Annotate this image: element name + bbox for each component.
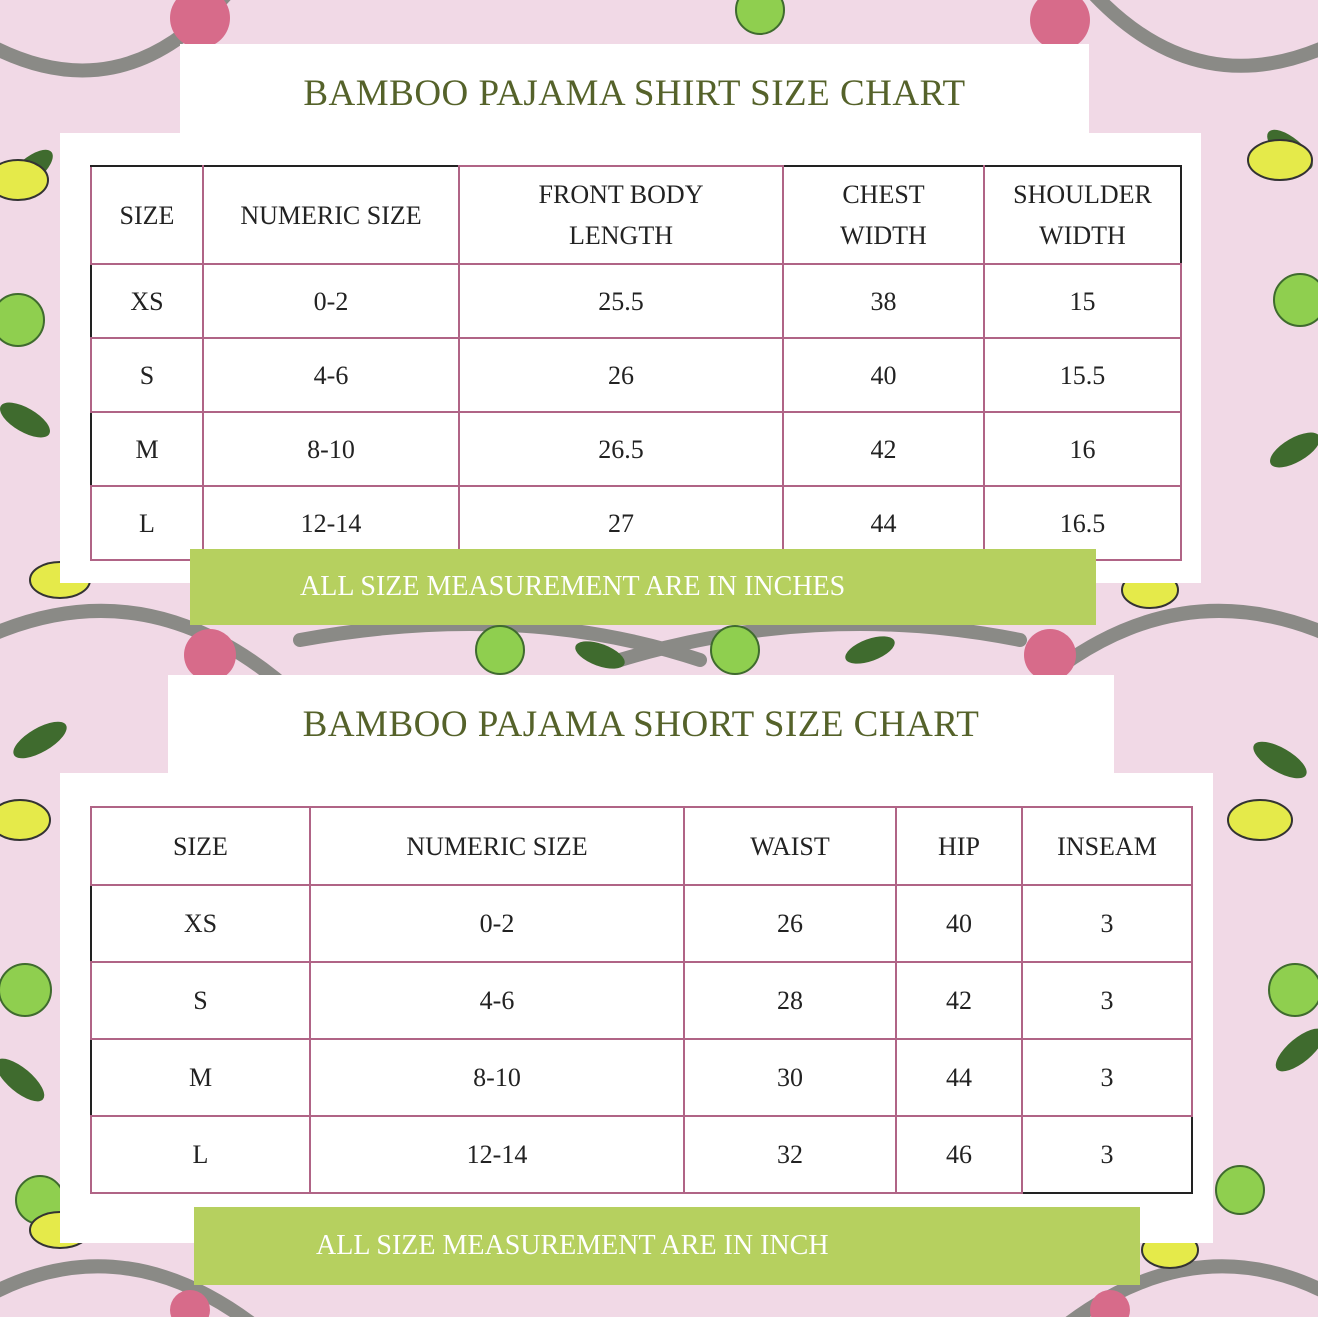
shirt-cell: 0-2 xyxy=(203,264,459,338)
table-row xyxy=(91,1039,1192,1116)
shirt-cell: 12-14 xyxy=(203,486,459,560)
short-cell: 3 xyxy=(1022,885,1192,962)
shirt-cell: 8-10 xyxy=(203,412,459,486)
shirt-note-text: ALL SIZE MEASUREMENT ARE IN INCHES xyxy=(300,571,846,602)
table-row xyxy=(91,338,1181,412)
shirt-cell: 44 xyxy=(783,486,984,560)
short-header-hip: HIP xyxy=(896,807,1022,885)
short-header-row xyxy=(91,807,1192,885)
short-cell: L xyxy=(91,1116,310,1193)
shirt-note-banner xyxy=(190,549,1096,625)
short-header-waist: WAIST xyxy=(684,807,896,885)
short-title-card xyxy=(168,675,1114,775)
shirt-header-front-body-length: FRONT BODY LENGTH xyxy=(459,166,783,264)
table-row xyxy=(91,264,1181,338)
short-cell: S xyxy=(91,962,310,1039)
short-cell: 32 xyxy=(684,1116,896,1193)
short-cell: 8-10 xyxy=(310,1039,684,1116)
shirt-cell: M xyxy=(91,412,203,486)
short-header-inseam: INSEAM xyxy=(1022,807,1192,885)
short-chart-title: BAMBOO PAJAMA SHORT SIZE CHART xyxy=(302,704,980,745)
shirt-table-card xyxy=(60,133,1201,583)
shirt-size-table xyxy=(90,165,1182,561)
short-table-card xyxy=(60,773,1213,1243)
short-size-table xyxy=(90,806,1193,1194)
shirt-title-card xyxy=(180,44,1089,140)
short-cell: 46 xyxy=(896,1116,1022,1193)
shirt-cell: S xyxy=(91,338,203,412)
short-cell: 40 xyxy=(896,885,1022,962)
shirt-cell: 25.5 xyxy=(459,264,783,338)
short-header-numeric-size: NUMERIC SIZE xyxy=(310,807,684,885)
shirt-cell: 16 xyxy=(984,412,1181,486)
shirt-cell: 38 xyxy=(783,264,984,338)
shirt-cell: 42 xyxy=(783,412,984,486)
shirt-chart-title: BAMBOO PAJAMA SHIRT SIZE CHART xyxy=(303,73,966,114)
short-cell: 26 xyxy=(684,885,896,962)
short-cell: M xyxy=(91,1039,310,1116)
shirt-cell: 40 xyxy=(783,338,984,412)
shirt-header-chest-width: CHEST WIDTH xyxy=(783,166,984,264)
shirt-cell: 4-6 xyxy=(203,338,459,412)
short-note-banner xyxy=(194,1207,1140,1285)
short-cell: 44 xyxy=(896,1039,1022,1116)
short-cell: XS xyxy=(91,885,310,962)
shirt-header-row xyxy=(91,166,1181,264)
shirt-header-shoulder-width: SHOULDER WIDTH xyxy=(984,166,1181,264)
shirt-cell: 26.5 xyxy=(459,412,783,486)
short-cell: 28 xyxy=(684,962,896,1039)
short-note-text: ALL SIZE MEASUREMENT ARE IN INCH xyxy=(316,1230,829,1261)
table-row xyxy=(91,962,1192,1039)
shirt-cell: XS xyxy=(91,264,203,338)
shirt-cell: L xyxy=(91,486,203,560)
shirt-cell: 26 xyxy=(459,338,783,412)
table-row xyxy=(91,1116,1192,1193)
shirt-cell: 15.5 xyxy=(984,338,1181,412)
short-cell: 3 xyxy=(1022,962,1192,1039)
short-cell: 4-6 xyxy=(310,962,684,1039)
shirt-header-numeric-size: NUMERIC SIZE xyxy=(203,166,459,264)
table-row xyxy=(91,885,1192,962)
table-row xyxy=(91,412,1181,486)
short-header-size: SIZE xyxy=(91,807,310,885)
short-cell: 12-14 xyxy=(310,1116,684,1193)
short-cell: 3 xyxy=(1022,1039,1192,1116)
short-cell: 42 xyxy=(896,962,1022,1039)
shirt-cell: 16.5 xyxy=(984,486,1181,560)
shirt-cell: 15 xyxy=(984,264,1181,338)
short-cell: 3 xyxy=(1022,1116,1192,1193)
short-cell: 0-2 xyxy=(310,885,684,962)
short-cell: 30 xyxy=(684,1039,896,1116)
shirt-cell: 27 xyxy=(459,486,783,560)
shirt-header-size: SIZE xyxy=(91,166,203,264)
